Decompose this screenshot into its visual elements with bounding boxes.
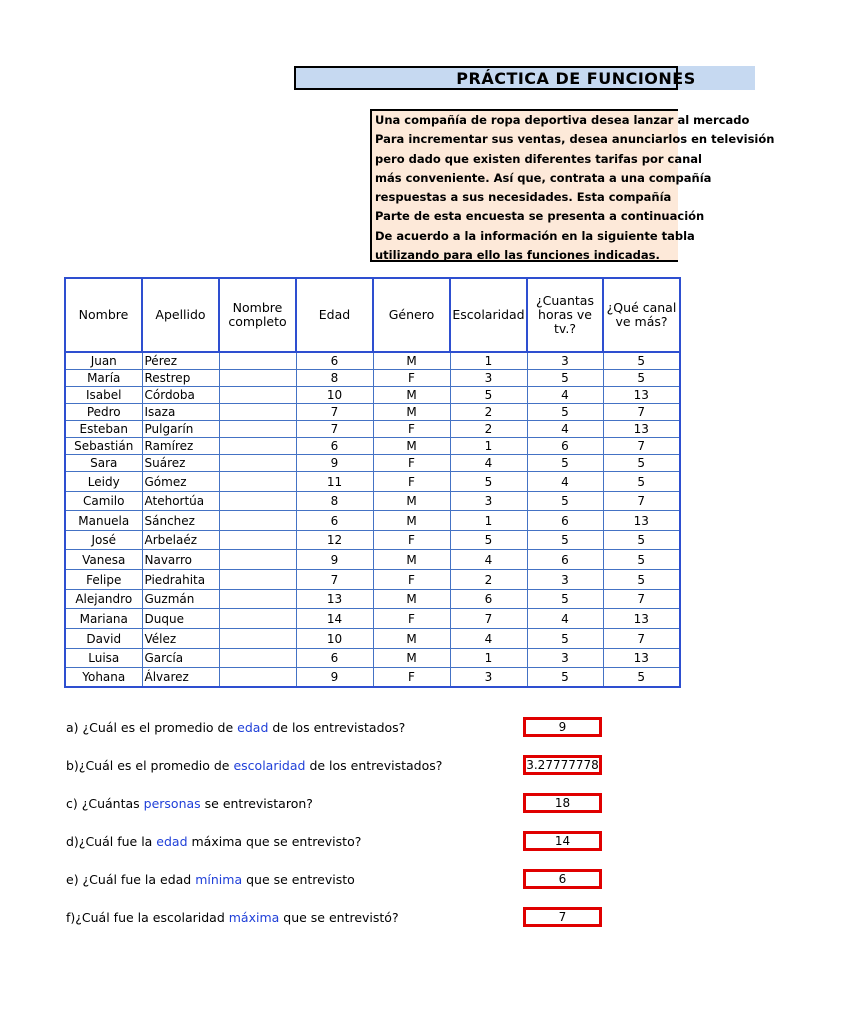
cell-channel[interactable]: 7 <box>603 492 680 511</box>
cell-first-name[interactable]: Leidy <box>65 472 142 492</box>
cell-tv-hours[interactable]: 5 <box>527 370 603 387</box>
cell-channel[interactable]: 13 <box>603 387 680 404</box>
cell-schooling[interactable]: 2 <box>450 404 527 421</box>
cell-full-name[interactable] <box>219 609 296 629</box>
question-text-end: de los entrevistados? <box>268 720 406 735</box>
cell-tv-hours[interactable]: 5 <box>527 455 603 472</box>
cell-age[interactable]: 6 <box>296 649 373 668</box>
table-row <box>65 387 680 404</box>
cell-tv-hours[interactable]: 3 <box>527 649 603 668</box>
cell-schooling[interactable]: 7 <box>450 609 527 629</box>
question-text <box>66 872 355 888</box>
cell-channel[interactable]: 5 <box>603 352 680 370</box>
table-row <box>65 492 680 511</box>
intro-line: utilizando para ello las funciones indicadas. <box>375 248 660 263</box>
question-text-start: b)¿Cuál es el promedio de <box>66 758 234 773</box>
cell-age[interactable]: 6 <box>296 438 373 455</box>
cell-gender[interactable]: M <box>373 387 450 404</box>
question-text-end: se entrevistaron? <box>200 796 313 811</box>
cell-age[interactable]: 7 <box>296 421 373 438</box>
intro-line: De acuerdo a la información en la siguiente tabla <box>375 228 695 243</box>
page-title: PRÁCTICA DE FUNCIONES <box>456 69 696 88</box>
cell-full-name[interactable] <box>219 370 296 387</box>
table-row <box>65 352 680 370</box>
cell-full-name[interactable] <box>219 492 296 511</box>
cell-channel[interactable]: 13 <box>603 421 680 438</box>
cell-last-name[interactable]: Piedrahita <box>142 570 219 590</box>
cell-channel[interactable]: 13 <box>603 511 680 531</box>
cell-first-name[interactable]: Isabel <box>65 387 142 404</box>
cell-first-name[interactable]: Alejandro <box>65 590 142 609</box>
survey-table <box>64 277 681 688</box>
cell-full-name[interactable] <box>219 404 296 421</box>
cell-first-name[interactable]: María <box>65 370 142 387</box>
cell-full-name[interactable] <box>219 550 296 570</box>
question-text <box>66 720 405 736</box>
column-header-nombre[interactable]: Nombre <box>65 278 142 352</box>
cell-age[interactable]: 9 <box>296 455 373 472</box>
cell-age[interactable]: 6 <box>296 511 373 531</box>
cell-gender[interactable]: M <box>373 590 450 609</box>
cell-first-name[interactable]: Vanesa <box>65 550 142 570</box>
cell-gender[interactable]: F <box>373 421 450 438</box>
table-row <box>65 668 680 688</box>
cell-first-name[interactable]: Felipe <box>65 570 142 590</box>
table-row <box>65 421 680 438</box>
table-row <box>65 550 680 570</box>
table-row <box>65 649 680 668</box>
cell-schooling[interactable]: 2 <box>450 421 527 438</box>
question-keyword: edad <box>237 720 269 735</box>
cell-last-name[interactable]: Suárez <box>142 455 219 472</box>
table-row <box>65 531 680 550</box>
question-keyword: escolaridad <box>233 758 306 773</box>
cell-gender[interactable]: M <box>373 438 450 455</box>
cell-first-name[interactable]: Camilo <box>65 492 142 511</box>
intro-line: Para incrementar sus ventas, desea anunciarlos en televisión <box>375 132 775 147</box>
cell-tv-hours[interactable]: 6 <box>527 550 603 570</box>
cell-last-name[interactable]: Córdoba <box>142 387 219 404</box>
cell-last-name[interactable]: Pérez <box>142 352 219 370</box>
cell-first-name[interactable]: Esteban <box>65 421 142 438</box>
cell-first-name[interactable]: Pedro <box>65 404 142 421</box>
cell-tv-hours[interactable]: 5 <box>527 668 603 688</box>
cell-schooling[interactable]: 1 <box>450 352 527 370</box>
cell-age[interactable]: 9 <box>296 550 373 570</box>
cell-tv-hours[interactable]: 5 <box>527 492 603 511</box>
cell-gender[interactable]: F <box>373 370 450 387</box>
cell-full-name[interactable] <box>219 649 296 668</box>
cell-gender[interactable]: M <box>373 352 450 370</box>
cell-gender[interactable]: M <box>373 550 450 570</box>
cell-full-name[interactable] <box>219 455 296 472</box>
cell-age[interactable]: 9 <box>296 668 373 688</box>
cell-age[interactable]: 10 <box>296 629 373 649</box>
cell-channel[interactable]: 7 <box>603 590 680 609</box>
table-row <box>65 455 680 472</box>
cell-first-name[interactable]: José <box>65 531 142 550</box>
cell-channel[interactable]: 5 <box>603 370 680 387</box>
question-text <box>66 910 399 926</box>
cell-full-name[interactable] <box>219 421 296 438</box>
table-row <box>65 570 680 590</box>
cell-first-name[interactable]: Yohana <box>65 668 142 688</box>
cell-gender[interactable]: M <box>373 649 450 668</box>
cell-gender[interactable]: F <box>373 472 450 492</box>
question-text <box>66 834 361 850</box>
cell-schooling[interactable]: 1 <box>450 649 527 668</box>
cell-age[interactable]: 11 <box>296 472 373 492</box>
intro-line: Una compañía de ropa deportiva desea lanzar al mercado <box>375 113 750 127</box>
survey-table-header <box>65 278 680 352</box>
question-text <box>66 758 442 774</box>
table-row <box>65 629 680 649</box>
answer-cell[interactable]: 6 <box>523 869 602 889</box>
cell-full-name[interactable] <box>219 472 296 492</box>
cell-tv-hours[interactable]: 5 <box>527 590 603 609</box>
cell-schooling[interactable]: 4 <box>450 455 527 472</box>
question-keyword: mínima <box>195 872 243 887</box>
cell-last-name[interactable]: Duque <box>142 609 219 629</box>
table-row <box>65 370 680 387</box>
cell-tv-hours[interactable]: 3 <box>527 352 603 370</box>
table-row <box>65 472 680 492</box>
cell-channel[interactable]: 5 <box>603 668 680 688</box>
cell-schooling[interactable]: 1 <box>450 511 527 531</box>
cell-gender[interactable]: F <box>373 609 450 629</box>
cell-first-name[interactable]: Juan <box>65 352 142 370</box>
cell-tv-hours[interactable]: 4 <box>527 387 603 404</box>
cell-full-name[interactable] <box>219 352 296 370</box>
question-keyword: edad <box>156 834 188 849</box>
question-text-end: que se entrevisto <box>242 872 355 887</box>
question-text-end: máxima que se entrevisto? <box>187 834 362 849</box>
table-row <box>65 609 680 629</box>
cell-last-name[interactable]: Arbelaéz <box>142 531 219 550</box>
cell-gender[interactable]: M <box>373 404 450 421</box>
cell-first-name[interactable]: Sara <box>65 455 142 472</box>
cell-tv-hours[interactable]: 5 <box>527 531 603 550</box>
cell-tv-hours[interactable]: 4 <box>527 472 603 492</box>
cell-tv-hours[interactable]: 5 <box>527 404 603 421</box>
cell-first-name[interactable]: Sebastián <box>65 438 142 455</box>
cell-tv-hours[interactable]: 6 <box>527 438 603 455</box>
cell-channel[interactable]: 5 <box>603 455 680 472</box>
cell-last-name[interactable]: Gómez <box>142 472 219 492</box>
cell-last-name[interactable]: Sánchez <box>142 511 219 531</box>
cell-schooling[interactable]: 5 <box>450 531 527 550</box>
answer-cell[interactable]: 18 <box>523 793 602 813</box>
intro-line: más conveniente. Así que, contrata a una compañía <box>375 170 712 185</box>
cell-channel[interactable]: 7 <box>603 438 680 455</box>
cell-full-name[interactable] <box>219 531 296 550</box>
cell-last-name[interactable]: García <box>142 649 219 668</box>
cell-tv-hours[interactable]: 4 <box>527 609 603 629</box>
column-header-apellido[interactable]: Apellido <box>142 278 219 352</box>
question-text-start: e) ¿Cuál fue la edad <box>66 872 196 887</box>
cell-gender[interactable]: M <box>373 511 450 531</box>
answer-cell[interactable]: 9 <box>523 717 602 737</box>
cell-channel[interactable]: 7 <box>603 629 680 649</box>
cell-first-name[interactable]: Mariana <box>65 609 142 629</box>
cell-full-name[interactable] <box>219 629 296 649</box>
cell-full-name[interactable] <box>219 511 296 531</box>
cell-gender[interactable]: F <box>373 531 450 550</box>
cell-channel[interactable]: 5 <box>603 531 680 550</box>
cell-channel[interactable]: 5 <box>603 550 680 570</box>
cell-tv-hours[interactable]: 3 <box>527 570 603 590</box>
title-box <box>294 66 696 90</box>
cell-schooling[interactable]: 6 <box>450 590 527 609</box>
column-header-genero[interactable]: Género <box>373 278 450 352</box>
header-row <box>65 278 680 352</box>
cell-channel[interactable]: 5 <box>603 570 680 590</box>
cell-channel[interactable]: 13 <box>603 649 680 668</box>
question-text-end: que se entrevistó? <box>279 910 399 925</box>
column-header-edad[interactable]: Edad <box>296 278 373 352</box>
column-header-nombre-completo[interactable]: Nombre completo <box>219 278 296 352</box>
cell-full-name[interactable] <box>219 387 296 404</box>
question-text-start: d)¿Cuál fue la <box>66 834 157 849</box>
cell-full-name[interactable] <box>219 570 296 590</box>
question-text-start: c) ¿Cuántas <box>66 796 144 811</box>
cell-channel[interactable]: 5 <box>603 472 680 492</box>
cell-age[interactable]: 14 <box>296 609 373 629</box>
cell-age[interactable]: 10 <box>296 387 373 404</box>
cell-schooling[interactable]: 1 <box>450 438 527 455</box>
question-text <box>66 796 313 812</box>
cell-schooling[interactable]: 3 <box>450 370 527 387</box>
cell-first-name[interactable]: Luisa <box>65 649 142 668</box>
cell-gender[interactable]: F <box>373 570 450 590</box>
survey-table-body <box>65 352 680 687</box>
answer-cell[interactable]: 14 <box>523 831 602 851</box>
cell-schooling[interactable]: 4 <box>450 629 527 649</box>
cell-age[interactable]: 6 <box>296 352 373 370</box>
table-row <box>65 404 680 421</box>
column-header-escolaridad[interactable]: Escolaridad <box>450 278 527 352</box>
cell-age[interactable]: 13 <box>296 590 373 609</box>
question-text-start: a) ¿Cuál es el promedio de <box>66 720 238 735</box>
cell-last-name[interactable]: Álvarez <box>142 668 219 688</box>
cell-last-name[interactable]: Ramírez <box>142 438 219 455</box>
cell-schooling[interactable]: 5 <box>450 387 527 404</box>
answer-cell[interactable]: 3.27777778 <box>523 755 602 775</box>
cell-schooling[interactable]: 4 <box>450 550 527 570</box>
cell-full-name[interactable] <box>219 668 296 688</box>
column-header-canal[interactable]: ¿Qué canal ve más? <box>603 278 680 352</box>
cell-channel[interactable]: 13 <box>603 609 680 629</box>
intro-line: respuestas a sus necesidades. Esta compañía <box>375 190 672 205</box>
question-keyword: máxima <box>228 910 280 925</box>
cell-full-name[interactable] <box>219 590 296 609</box>
cell-age[interactable]: 8 <box>296 492 373 511</box>
intro-text-box <box>370 109 775 263</box>
cell-tv-hours[interactable]: 4 <box>527 421 603 438</box>
table-row <box>65 590 680 609</box>
cell-last-name[interactable]: Isaza <box>142 404 219 421</box>
cell-age[interactable]: 12 <box>296 531 373 550</box>
cell-schooling[interactable]: 2 <box>450 570 527 590</box>
cell-last-name[interactable]: Navarro <box>142 550 219 570</box>
table-row <box>65 438 680 455</box>
cell-first-name[interactable]: Manuela <box>65 511 142 531</box>
table-row <box>65 511 680 531</box>
question-text-end: de los entrevistados? <box>305 758 443 773</box>
cell-age[interactable]: 7 <box>296 570 373 590</box>
cell-gender[interactable]: F <box>373 455 450 472</box>
cell-full-name[interactable] <box>219 438 296 455</box>
intro-line: Parte de esta encuesta se presenta a continuación <box>375 209 705 224</box>
cell-age[interactable]: 7 <box>296 404 373 421</box>
column-header-horas-tv[interactable]: ¿Cuantas horas ve tv.? <box>527 278 603 352</box>
cell-tv-hours[interactable]: 5 <box>527 629 603 649</box>
cell-last-name[interactable]: Restrep <box>142 370 219 387</box>
cell-last-name[interactable]: Vélez <box>142 629 219 649</box>
cell-channel[interactable]: 7 <box>603 404 680 421</box>
cell-schooling[interactable]: 3 <box>450 492 527 511</box>
question-text-start: f)¿Cuál fue la escolaridad <box>66 910 229 925</box>
cell-gender[interactable]: M <box>373 492 450 511</box>
cell-age[interactable]: 8 <box>296 370 373 387</box>
cell-schooling[interactable]: 5 <box>450 472 527 492</box>
answer-cell[interactable]: 7 <box>523 907 602 927</box>
cell-last-name[interactable]: Guzmán <box>142 590 219 609</box>
cell-last-name[interactable]: Atehortúa <box>142 492 219 511</box>
cell-tv-hours[interactable]: 6 <box>527 511 603 531</box>
cell-last-name[interactable]: Pulgarín <box>142 421 219 438</box>
cell-first-name[interactable]: David <box>65 629 142 649</box>
intro-line: pero dado que existen diferentes tarifas por canal <box>375 151 702 166</box>
cell-gender[interactable]: M <box>373 629 450 649</box>
cell-gender[interactable]: F <box>373 668 450 688</box>
cell-schooling[interactable]: 3 <box>450 668 527 688</box>
question-keyword: personas <box>143 796 201 811</box>
